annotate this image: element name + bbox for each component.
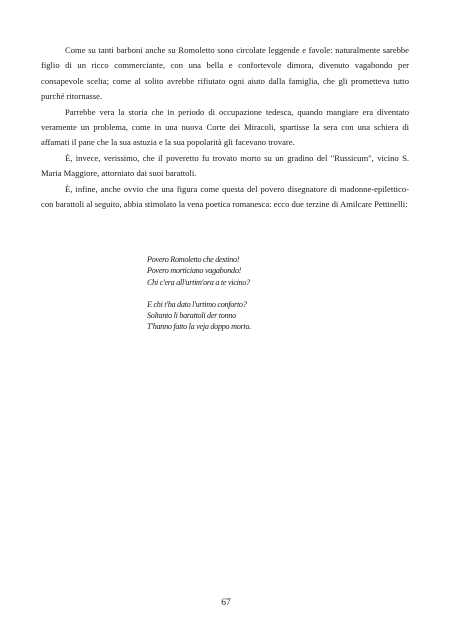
poem-stanza [147,299,367,333]
poem-line: T'hanno fatto la veja doppo morto. [147,322,251,332]
poem-line: Povero Romoletto che destino! [147,255,240,264]
paragraph: Come su tanti barboni anche su Romoletto sono circolate leggende e favole: naturalmente sarebbe figlio di un ricco commerciante, con una bella e confortevole dimora, divenuto vagabondo per consapevole scelta; come al solito avrebbe rifiutato ogni aiuto dalla famiglia, che gli prometteva tutto purché ritornasse. [41,45,409,102]
body-text [41,43,409,212]
poem-stanza [147,254,367,288]
paragraph: È, infine, anche ovvio che una figura come questa del povero disegnatore di madonne-epilettico-con barattoli al seguito, abbia stimolato la vena poetica romanesca: ecco due terzine di Amilcare Pettinelli: [41,183,409,210]
poem [147,254,367,344]
poem-line: E chi t'ha dato l'urtimo conforto? [147,299,247,309]
paragraph: Parrebbe vera la storia che in periodo di occupazione tedesca, quando mangiare era diventato veramente un problema, come in una nuova Corte dei Miracoli, spartisse la sera con una schiera di affamati il pane che la sua astuzia e la sua popolarità gli facevano trovare. [41,106,409,148]
poem-line: Chi c'era all'urtim'ora a te vicino? [147,277,250,287]
page-number: 67 [221,598,231,608]
poem-line: Povero morticiano vagabondo! [147,266,242,276]
paragraph: È, invece, verissimo, che il poveretto fu trovato morto su un gradino del "Russicum", vicino S. Maria Maggiore, attorniato dai suoi barattoli. [41,152,409,179]
poem-line: Soltanto li barattoli der tonno [147,311,236,321]
